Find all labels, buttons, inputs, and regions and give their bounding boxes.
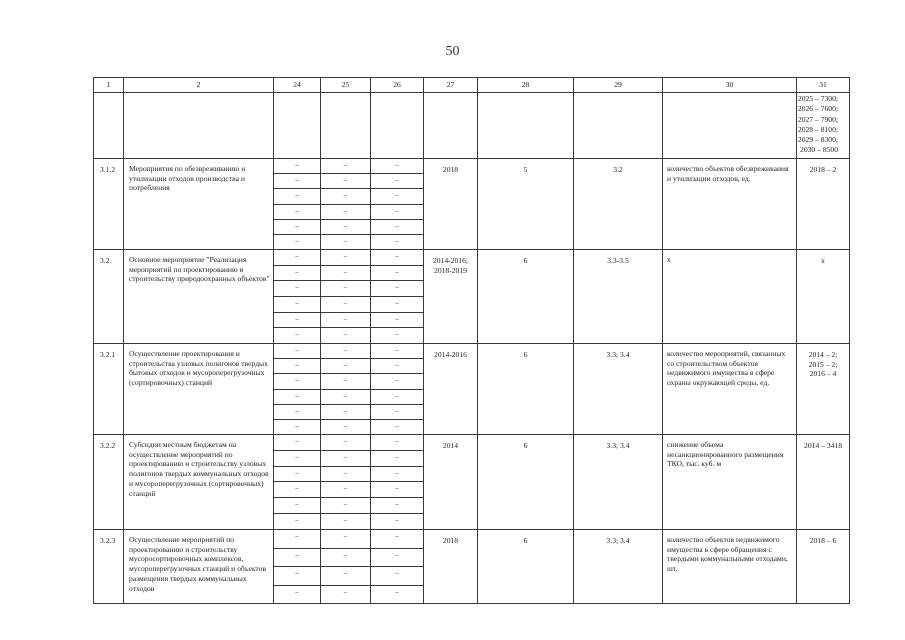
sub-value: –: [274, 189, 320, 204]
sub-value: –: [371, 250, 423, 266]
sub-value: –: [395, 516, 399, 525]
sub-value: –: [321, 567, 370, 586]
sub-value: –: [371, 359, 423, 374]
sub-cell-c26: [371, 530, 424, 604]
row-col28: 6: [478, 530, 574, 604]
sub-cell-c26: [371, 250, 424, 344]
sub-value: –: [274, 374, 320, 389]
sub-cell-c25: [321, 159, 371, 250]
sub-value: –: [395, 236, 399, 245]
sub-value: –: [321, 390, 370, 405]
sub-value: –: [395, 421, 399, 430]
sub-cell-c26: [371, 344, 424, 435]
sub-value: –: [321, 344, 370, 359]
sub-value: –: [274, 549, 320, 568]
col31-line: 2016 – 4: [809, 369, 837, 379]
sub-value: –: [343, 421, 348, 430]
sub-value: –: [371, 189, 423, 204]
row-number: 3.2.1: [94, 344, 124, 435]
row-col29: 3.3; 3.4: [574, 344, 663, 435]
row-years: 2014-2016: [424, 344, 478, 435]
sub-value: –: [321, 530, 370, 549]
sub-cell-c26: [371, 435, 424, 530]
row-number: 3.2: [94, 250, 124, 344]
row-col28: 5: [478, 159, 574, 250]
table-row: [94, 344, 850, 435]
sub-value: –: [274, 344, 320, 359]
sub-value: –: [274, 266, 320, 282]
row-indicator: x: [663, 250, 797, 344]
sub-cell-c24: [274, 435, 321, 530]
row-name: Осуществление проектирования и строительства узловых полигонов твердых бытовых отходов и мусороперегрузочных (сортировочных) станций: [124, 344, 274, 435]
row-number: 3.2.3: [94, 530, 124, 604]
sub-value: –: [395, 587, 399, 596]
sub-value: –: [321, 435, 370, 451]
sub-value: –: [321, 297, 370, 313]
row-col28: 6: [478, 344, 574, 435]
row-col28: 6: [478, 250, 574, 344]
sub-value: –: [395, 330, 399, 339]
sub-value: –: [321, 405, 370, 420]
sub-value: –: [371, 174, 423, 189]
row-name: Мероприятия по обезвреживанию и утилизации отходов производства и потребления: [124, 159, 274, 250]
sub-value: –: [321, 359, 370, 374]
sub-value: –: [371, 205, 423, 220]
sub-value: –: [321, 205, 370, 220]
sub-value: –: [321, 189, 370, 204]
header-col-28: 28: [478, 78, 574, 93]
sub-value: –: [321, 174, 370, 189]
sub-value: –: [371, 467, 423, 483]
sub-value: –: [274, 359, 320, 374]
sub-value: –: [321, 482, 370, 498]
cont-line: 2027 – 7900;: [797, 114, 838, 124]
row-col28: 6: [478, 435, 574, 530]
sub-value: –: [371, 482, 423, 498]
sub-value: –: [274, 530, 320, 549]
data-table: [93, 77, 850, 604]
continuation-row: [94, 93, 850, 159]
sub-value: –: [321, 467, 370, 483]
sub-value: –: [274, 313, 320, 329]
row-number: 3.1.2: [94, 159, 124, 250]
row-col31: 2014 – 3418: [797, 435, 850, 530]
sub-value: –: [371, 159, 423, 174]
row-indicator: снижение объема несанкционированного размещения ТКО, тыс. куб. м: [663, 435, 797, 530]
row-number: 3.2.2: [94, 435, 124, 530]
table-row: [94, 159, 850, 250]
sub-value: –: [274, 498, 320, 514]
page-number: 50: [445, 44, 460, 59]
header-col-29: 29: [574, 78, 663, 93]
sub-cell-c26: [371, 159, 424, 250]
header-col-2: 2: [124, 78, 274, 93]
sub-value: –: [274, 205, 320, 220]
sub-value: –: [371, 344, 423, 359]
sub-value: –: [343, 516, 348, 525]
row-col29: 3.2: [574, 159, 663, 250]
sub-value: –: [274, 250, 320, 266]
sub-value: –: [371, 297, 423, 313]
header-col-26: 26: [371, 78, 424, 93]
cont-line: 2026 – 7600;: [797, 104, 838, 114]
row-indicator: количество объектов обезвреживания и утилизации отходов, ед.: [663, 159, 797, 250]
sub-value: –: [371, 405, 423, 420]
sub-value: –: [371, 374, 423, 389]
sub-value: –: [371, 435, 423, 451]
sub-value: –: [274, 281, 320, 297]
row-col31: x: [797, 250, 850, 344]
sub-value: –: [295, 421, 299, 430]
sub-value: –: [321, 549, 370, 568]
cont-line: 2030 – 8500: [800, 145, 838, 155]
sub-value: –: [295, 516, 299, 525]
cont-line: 2029 – 8300;: [797, 135, 838, 144]
sub-cell-c25: [321, 250, 371, 344]
header-col-1: 1: [94, 78, 124, 93]
sub-value: –: [371, 498, 423, 514]
sub-cell-c24: [274, 159, 321, 250]
row-col29: 3.3-3.5: [574, 250, 663, 344]
sub-value: –: [321, 159, 370, 174]
header-col-25: 25: [321, 78, 371, 93]
sub-value: –: [321, 266, 370, 282]
row-col31: 2018 – 6: [797, 530, 850, 604]
sub-value: –: [295, 587, 299, 596]
cont-line: 2028 – 8100;: [797, 124, 838, 134]
row-years: 2014: [424, 435, 478, 530]
sub-cell-c25: [321, 344, 371, 435]
table-row: [94, 435, 850, 530]
table-row: [94, 250, 850, 344]
header-row: [94, 78, 850, 93]
sub-value: –: [274, 390, 320, 405]
row-name: Основное мероприятие "Реализация мероприятий по проектированию и строительству природоохранных объектов": [124, 250, 274, 344]
sub-value: –: [321, 374, 370, 389]
sub-value: –: [274, 174, 320, 189]
continuation-col31: [797, 93, 850, 159]
row-indicator: количество мероприятий, связанных со строительством объектов недвижимого имущества в сфере охраны окружающей среды, ед.: [663, 344, 797, 435]
sub-value: –: [343, 330, 348, 339]
row-years: 2018: [424, 159, 478, 250]
sub-value: –: [321, 220, 370, 235]
sub-value: –: [274, 567, 320, 586]
sub-cell-c25: [321, 435, 371, 530]
sub-value: –: [274, 220, 320, 235]
sub-cell-c24: [274, 250, 321, 344]
header-col-30: 30: [663, 78, 797, 93]
sub-cell-c24: [274, 530, 321, 604]
sub-value: –: [371, 266, 423, 282]
header-col-31: 31: [797, 78, 850, 93]
row-col29: 3.3; 3.4: [574, 530, 663, 604]
sub-value: –: [274, 297, 320, 313]
cont-line: 2025 – 7300;: [797, 94, 838, 103]
sub-value: –: [274, 482, 320, 498]
sub-value: –: [371, 451, 423, 467]
sub-value: –: [274, 405, 320, 420]
sub-value: –: [274, 435, 320, 451]
sub-value: –: [321, 250, 370, 266]
row-col29: 3.3; 3.4: [574, 435, 663, 530]
row-name: Субсидии местным бюджетам на осуществление мероприятий по проектированию и строительству узловых полигонов твердых коммунальных отходов и мусороперегрузочных (сортировочных) станций: [124, 435, 274, 530]
header-col-24: 24: [274, 78, 321, 93]
sub-value: –: [295, 236, 299, 245]
sub-value: –: [371, 530, 423, 549]
col31-line: 2014 – 2;: [808, 350, 838, 359]
sub-value: –: [371, 220, 423, 235]
header-col-27: 27: [424, 78, 478, 93]
col31-line: 2015 – 2;: [808, 359, 838, 369]
sub-value: –: [274, 159, 320, 174]
table-row: [94, 530, 850, 604]
row-name: Осуществление мероприятий по проектированию и строительству мусоросортировочных комплексов, мусороперегрузочных станций и объектов размещения твердых коммунальных отходов: [124, 530, 274, 604]
row-col31: 2018 – 2: [797, 159, 850, 250]
sub-value: –: [371, 281, 423, 297]
sub-value: –: [274, 467, 320, 483]
sub-value: –: [371, 567, 423, 586]
row-years: 2014-2016; 2018-2019: [424, 250, 478, 344]
row-col31: [797, 344, 850, 435]
sub-cell-c24: [274, 344, 321, 435]
sub-value: –: [321, 281, 370, 297]
row-indicator: количество объектов недвижимого имущества в сфере обращения с твердыми коммунальными отходами, шт.: [663, 530, 797, 604]
sub-value: –: [371, 390, 423, 405]
sub-value: –: [321, 451, 370, 467]
row-years: 2018: [424, 530, 478, 604]
sub-value: –: [371, 549, 423, 568]
sub-value: –: [274, 451, 320, 467]
sub-value: –: [295, 330, 299, 339]
sub-cell-c25: [321, 530, 371, 604]
sub-value: –: [321, 313, 370, 329]
sub-value: –: [321, 498, 370, 514]
sub-value: –: [343, 587, 348, 596]
sub-value: –: [371, 313, 423, 329]
sub-value: –: [343, 236, 348, 245]
